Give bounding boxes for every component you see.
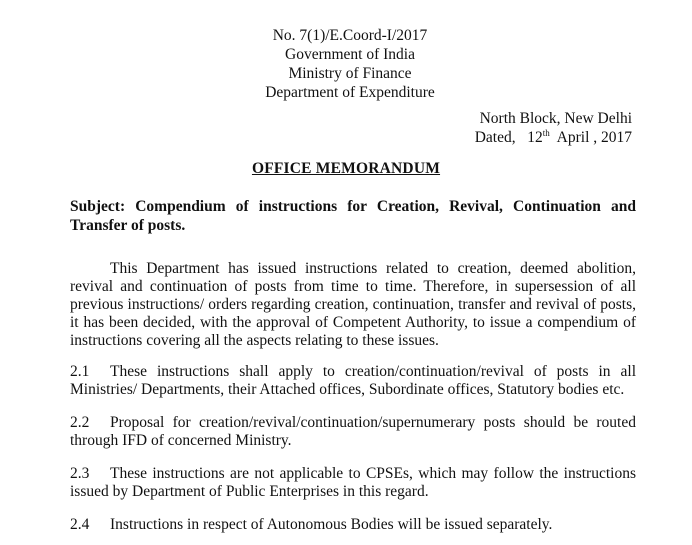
file-number: No. 7(1)/E.Coord-I/2017 <box>272 27 428 44</box>
paragraph-number: 2.2 <box>70 414 90 431</box>
paragraph-number: 2.3 <box>70 465 90 482</box>
paragraph-number: 2.1 <box>70 363 90 380</box>
paragraph-2-2 <box>70 414 636 450</box>
place-and-date <box>475 109 632 147</box>
government-name: Government of India <box>285 46 415 63</box>
paragraph-text: Proposal for creation/revival/continuation/supernumerary posts should be routed through IFD of concerned Ministry. <box>70 414 636 449</box>
paragraph-2-3 <box>70 465 636 501</box>
paragraph-text: These instructions shall apply to creation/continuation/revival of posts in all Ministries/ Departments, their Attached offices, Subordinate offices, Statutory bodies etc. <box>70 363 636 398</box>
date-day: 12 <box>527 129 543 146</box>
paragraph-text: Instructions in respect of Autonomous Bodies will be issued separately. <box>110 516 553 533</box>
department-name: Department of Expenditure <box>265 84 435 101</box>
date-line <box>475 128 632 147</box>
subject-line: Subject: Compendium of instructions for Creation, Revival, Continuation and Transfer of posts. <box>70 198 636 234</box>
letterhead <box>200 26 500 102</box>
place: North Block, New Delhi <box>479 110 632 127</box>
paragraph-number: 2.4 <box>70 516 90 533</box>
paragraph-2-1 <box>70 363 636 399</box>
intro-paragraph-text: This Department has issued instructions related to creation, deemed abolition, revival and continuation of posts from time to time. Therefore, in supersession of all previous instructions/ orders regarding creation, continuation, transfer and revival of posts, it has been decided, with the approval of Competent Authority, to issue a compendium of instructions covering all the aspects relating to these issues. <box>70 260 636 349</box>
date-month-year: April , 2017 <box>556 129 632 146</box>
paragraph-text: These instructions are not applicable to CPSEs, which may follow the instructions issued by Department of Public Enterprises in this regard. <box>70 465 636 500</box>
ministry-name: Ministry of Finance <box>288 65 412 82</box>
dated-label: Dated, <box>474 129 516 146</box>
date-day-suffix: th <box>542 128 550 138</box>
memo-title: OFFICE MEMORANDUM <box>251 160 441 177</box>
intro-paragraph <box>70 260 636 350</box>
paragraph-2-4 <box>70 516 636 534</box>
